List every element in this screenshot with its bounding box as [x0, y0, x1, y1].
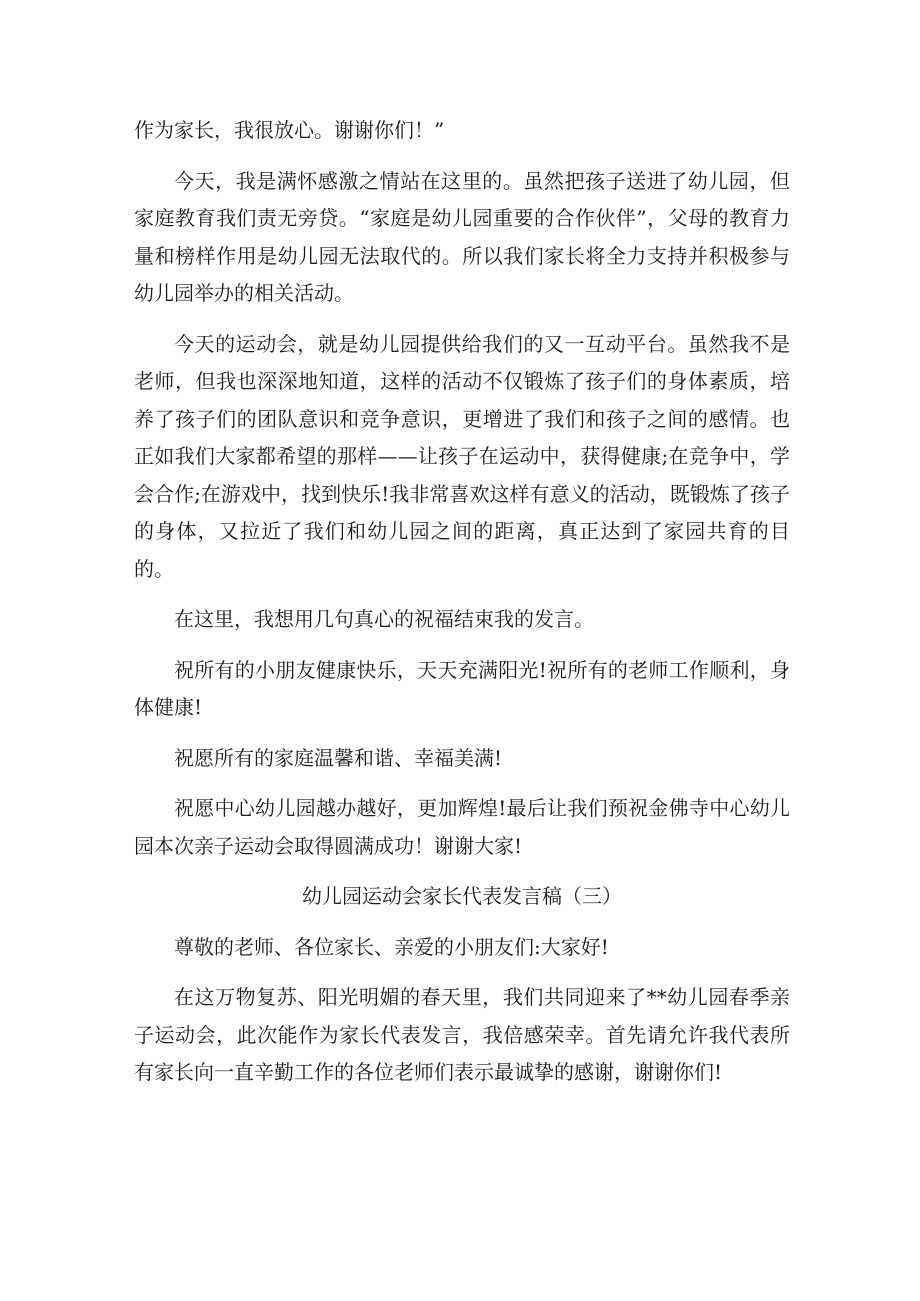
document-page: [134, 112, 790, 1092]
paragraph-closing-quote: 作为家长，我很放心。谢谢你们！”: [134, 118, 445, 142]
paragraph-blessing-intro: 在这里，我想用几句真心的祝福结束我的发言。: [174, 607, 594, 631]
paragraph-gratitude: 今天，我是满怀感激之情站在这里的。虽然把孩子送进了幼儿园，但家庭教育我们责无旁贷。“家庭是幼儿园重要的合作伙伴”，父母的教育力量和榜样作用是幼儿园无法取代的。所以我们家长将全力支持并积极参与幼儿园举办的相关活动。: [134, 168, 790, 305]
section-title: 幼儿园运动会家长代表发言稿（三）: [302, 884, 622, 908]
paragraph-blessing-kindergarten: 祝愿中心幼儿园越办越好，更加辉煌!最后让我们预祝金佛寺中心幼儿园本次亲子运动会取得圆满成功！谢谢大家!: [134, 796, 790, 858]
paragraph-sports-meet: 今天的运动会，就是幼儿园提供给我们的又一互动平台。虽然我不是老师，但我也深深地知道，这样的活动不仅锻炼了孩子们的身体素质，培养了孩子们的团队意识和竞争意识，更增进了我们和孩子之间的感情。也正如我们大家都希望的那样——让孩子在运动中，获得健康;在竞争中，学会合作;在游戏中，找到快乐!我非常喜欢这样有意义的活动，既锻炼了孩子的身体，又拉近了我们和幼儿园之间的距离，真正达到了家园共育的目的。: [134, 331, 790, 581]
paragraph-opening: 在这万物复苏、阳光明媚的春天里，我们共同迎来了**幼儿园春季亲子运动会，此次能作为家长代表发言，我倍感荣幸。首先请允许我代表所有家长向一直辛勤工作的各位老师们表示最诚挚的感谢，谢谢你们!: [134, 985, 790, 1084]
paragraph-blessing-families: 祝愿所有的家庭温馨和谐、幸福美满!: [174, 745, 503, 770]
paragraph-greeting: 尊敬的老师、各位家长、亲爱的小朋友们:大家好!: [174, 934, 609, 959]
paragraph-blessing-children-teachers: 祝所有的小朋友健康快乐，天天充满阳光!祝所有的老师工作顺利，身体健康!: [134, 657, 790, 719]
